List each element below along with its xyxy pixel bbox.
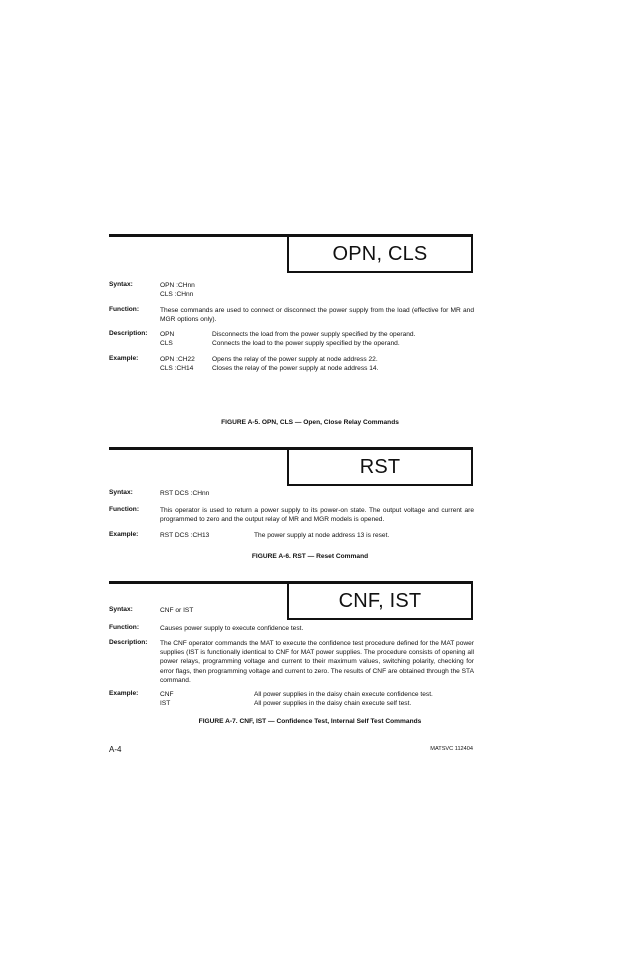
figure-caption: FIGURE A-7. CNF, IST — Confidence Test, Internal Self Test Commands [198,718,422,725]
function-text: This operator is used to return a power supply to its power-on state. The output voltage and current are programmed to zero and the output relay of MR and MGR models is opened. [160,507,474,524]
description-term: CLS [160,340,173,347]
syntax-label: Syntax: [109,489,133,496]
example-term: OPN :CH22 [160,356,195,363]
example-text: Opens the relay of the power supply at node address 22. [212,356,378,363]
function-label: Function: [109,306,140,313]
function-label: Function: [109,624,140,631]
section-title: OPN, CLS [332,242,428,265]
description-text: The CNF operator commands the MAT to execute the confidence test procedure defined for the MAT power supplies (IST is functionally identical to CNF for MAT power supplies. The procedure consists of opening all power relays, programming voltage and current to their maximum values, switching polarity, checking for error flags, then programming voltage and current to zero. The results of CNF are obtained through the STA command. [160,640,474,684]
syntax-label: Syntax: [109,606,133,613]
example-text: All power supplies in the daisy chain execute self test. [254,700,412,707]
figure-caption: FIGURE A-6. RST — Reset Command [251,553,369,560]
section-title: CNF, IST [338,589,422,612]
description-label: Description: [109,330,148,337]
section-title-box [287,237,473,273]
page-number: A-4 [109,745,122,754]
example-text: Closes the relay of the power supply at node address 14. [212,365,379,372]
example-term: IST [160,700,171,707]
example-term: CLS :CH14 [160,365,194,372]
example-label: Example: [109,690,139,697]
section-title-box [287,584,473,620]
example-text: All power supplies in the daisy chain execute confidence test. [254,691,433,698]
example-label: Example: [109,355,139,362]
example-term: RST DCS :CH13 [160,532,210,539]
syntax-line: RST DCS :CHnn [160,490,210,497]
section-title: RST [359,455,401,478]
syntax-label: Syntax: [109,281,133,288]
syntax-line: CLS :CHnn [160,291,194,298]
syntax-line: OPN :CHnn [160,282,195,289]
section-title-box [287,450,473,486]
function-text: These commands are used to connect or disconnect the power supply from the load (effective for MR and MGR options only). [160,307,474,324]
function-label: Function: [109,506,140,513]
description-label: Description: [109,639,148,646]
example-term: CNF [160,691,174,698]
example-label: Example: [109,531,139,538]
description-term: OPN [160,331,175,338]
figure-caption: FIGURE A-5. OPN, CLS — Open, Close Relay Commands [221,419,399,426]
syntax-line: CNF or IST [160,607,194,614]
description-text: Disconnects the load from the power supply specified by the operand. [212,331,416,338]
function-text: Causes power supply to execute confidence test. [160,625,304,632]
description-text: Connects the load to the power supply specified by the operand. [212,340,400,347]
doc-code: MATSVC 112404 [430,746,473,752]
example-text: The power supply at node address 13 is reset. [254,532,390,539]
